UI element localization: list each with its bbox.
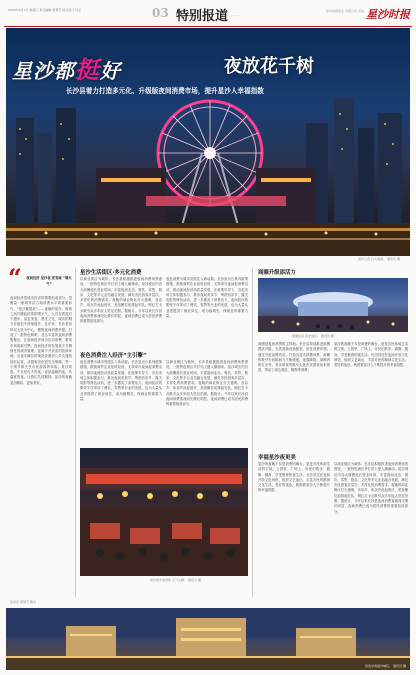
section-heading-4: 幸福星沙夜更美: [258, 455, 296, 461]
mall-photo-caption: 商圈夜景 流光溢彩。 通讯员 摄: [292, 334, 334, 338]
column-divider: [252, 268, 253, 598]
section-heading-1: 星沙生活街区·多元化消费: [80, 270, 142, 276]
panorama-illustration: [6, 608, 410, 670]
issue-meta: 2023年6月7日 星期三 责任编辑 周慧芳 版式设计 付正: [8, 8, 82, 12]
publisher-meta: 星沙时报报业 有限公司 出品: [326, 9, 364, 13]
hero-headline: [12, 50, 121, 85]
night-market-illustration: [80, 448, 248, 576]
bottom-photo-caption: 夜色中的星沙城区。 通讯员 摄: [365, 664, 406, 668]
top-rule: [4, 26, 412, 27]
section-body-1a: 以商业街区为载体，长沙县积极推进夜间消费场景建设，一批特色街区华灯初上便人潮涌动。星沙城区内各大商圈延长营业时间，丰富夜间业态，餐饮、零售、娱乐、文化等多元业态融合发展，满足市民游客多层次、多样化的消费需求。夜晚的商业街区灯火通明，音乐声、叫卖声此起彼伏，美食摊位前排起长队，网红打卡点吸引众多年轻人驻足拍照。据统计，今年以来长沙县夜间消费客流同比增长明显，夜间消费已成为居民消费的重要组成部分。: [80, 277, 162, 324]
masthead: [4, 4, 412, 26]
mall-illustration: [258, 278, 408, 332]
mall-photo: [258, 278, 408, 332]
commentary-title: 夜间经济 星沙夜 更有味 “烟火气”: [26, 276, 72, 286]
bottom-panorama-photo: [6, 608, 410, 670]
headline-part-4: 好: [100, 59, 121, 83]
hero-headline-right: 夜放花千树: [224, 56, 314, 77]
hero-photo: [6, 28, 410, 256]
headline-part-3: 挺: [75, 55, 100, 84]
headline-part-2: 都: [54, 59, 75, 83]
ferris-wheel: [158, 101, 262, 233]
night-market-photo: [80, 448, 248, 576]
section-body-3a: 商圈是夜间消费的主阵地。长沙县持续推进商圈提质升级，完善基础设施配套，优化消费环境。通过引进品牌首店、打造沉浸式消费场景，商圈的吸引力和辐射力不断增强。夜幕降临，商圈内的灯光秀、音乐喷泉等吸引大批市民游客前来观赏，带动了周边餐饮、购物等消费。: [258, 342, 330, 373]
left-column-byline: 评论员 周慧芳 撰文: [10, 600, 36, 604]
column-divider: [75, 268, 76, 598]
newspaper-logo: 星沙时报: [366, 8, 410, 21]
hero-subtitle: 长沙县着力打造多元化、升级版夜间消费市场，提升星沙人幸福指数: [66, 87, 264, 95]
section-body-1b: 夜色消费为城市发展注入新动能。长沙县出台系列政策措施，鼓励商贸企业延时经营，支持举办夜间促消费活动，推动夜间经济高质量发展。在政策引导下，各类市场主体积极参与，推出夜间美食节、啤酒音乐节、露天电影等特色活动，进一步激发了消费活力。夜间经济的繁荣不仅带动了餐饮、零售等行业的发展，也为大量从业者提供了就业岗位，成为稳增长、保就业的重要力量。: [166, 277, 248, 319]
section-heading-3: 商圈升级添活力: [258, 270, 296, 276]
market-photo-caption: 星沙夜市美食街 人气火爆。 通讯员 摄: [150, 578, 201, 582]
section-body-4a: 星沙的夜晚不仅是消费的舞台，更是市民休闲生活的空间。公园里、广场上，市民们散步、跳舞、健身，享受惬意的夜生活。长沙县还在夜间开放文化场馆、组织文艺演出，丰富市民的精神文化生活。美好的夜色，映照着星沙人不断提升的幸福指数。: [258, 462, 330, 493]
masthead-decoration: ———— · · · · · ·: [227, 13, 256, 17]
section-body-4b: 以商业街区为载体，长沙县积极推进夜间消费场景建设，一批特色街区华灯初上便人潮涌动。星沙城区内各大商圈延长营业时间，丰富夜间业态，餐饮、零售、娱乐、文化等多元业态融合发展，满足市民游客多层次、多样化的消费需求。夜晚的商业街区灯火通明，音乐声、叫卖声此起彼伏，美食摊位前排起长队，网红打卡点吸引众多年轻人驻足拍照。据统计，今年以来长沙县夜间消费客流同比增长明显，夜间消费已成为居民消费的重要组成部分。: [334, 462, 408, 514]
quote-mark-icon: “: [8, 263, 22, 292]
page-number: 03: [152, 6, 169, 20]
section-title: 特别报道: [176, 9, 229, 24]
commentary-body: 夜间经济是城市经济的重要组成部分，是衡量一座城市活力和消费水平的重要标尺。“星沙都挺好”——夜晚的星沙，街巷之间升腾起浓浓的烟火气，人们在霓虹灯下漫步、品尝美食、感受文化，城市的魅力在夜色中徐徐展开。近年来，长沙县坚持以人民为中心，聚焦夜间消费升级，打造了一批特色鲜明、业态丰富的夜间消费集聚区，让夜间经济成为拉动消费、繁荣市场的新引擎。夜间经济的发展离不开精细化的城市管理，更离不开优质的营商环境。从夜市摊位的规范设置到公共交通的延时运营，从照明亮化到安全保障，每一个细节都关乎市民游客的体验。星沙的夜，不仅是灯火的夜，更是温暖的夜、有温度的夜。让我们共同期待，星沙的夜晚更加精彩，更加美好。: [10, 296, 72, 385]
hero-caption: 星沙之夜 灯火璀璨。 通讯员 摄: [358, 257, 400, 261]
section-heading-2: 夜色消费注入经济“主引擎”: [80, 353, 147, 359]
section-body-2b: 以商业街区为载体，长沙县积极推进夜间消费场景建设，一批特色街区华灯初上便人潮涌动。星沙城区内各大商圈延长营业时间，丰富夜间业态，餐饮、零售、娱乐、文化等多元业态融合发展，满足市民游客多层次、多样化的消费需求。夜晚的商业街区灯火通明，音乐声、叫卖声此起彼伏，美食摊位前排起长队，网红打卡点吸引众多年轻人驻足拍照。据统计，今年以来长沙县夜间消费客流同比增长明显，夜间消费已成为居民消费的重要组成部分。: [166, 360, 248, 407]
headline-part-1: 星沙: [12, 59, 54, 83]
section-body-2a: 夜色消费为城市发展注入新动能。长沙县出台系列政策措施，鼓励商贸企业延时经营，支持举办夜间促消费活动，推动夜间经济高质量发展。在政策引导下，各类市场主体积极参与，推出夜间美食节、啤酒音乐节、露天电影等特色活动，进一步激发了消费活力。夜间经济的繁荣不仅带动了餐饮、零售等行业的发展，也为大量从业者提供了就业岗位，成为稳增长、保就业的重要力量。: [80, 360, 162, 402]
section-body-3b: 星沙的夜晚不仅是消费的舞台，更是市民休闲生活的空间。公园里、广场上，市民们散步、跳舞、健身，享受惬意的夜生活。长沙县还在夜间开放文化场馆、组织文艺演出，丰富市民的精神文化生活。美好的夜色，映照着星沙人不断提升的幸福指数。: [334, 342, 408, 368]
